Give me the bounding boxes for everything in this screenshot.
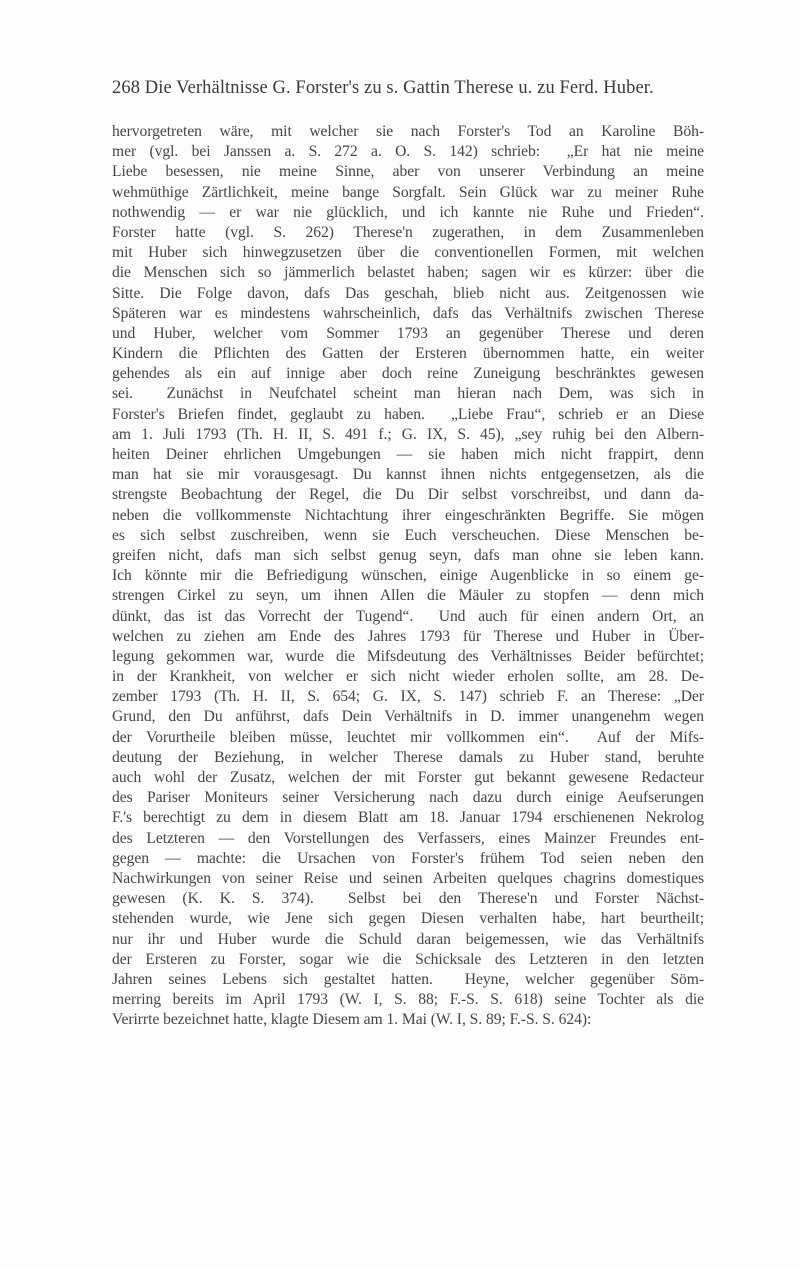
text-line: neben die vollkommenste Nichtachtung ihrer eingeschränkten Begriffe. Sie mögen [112,506,704,524]
text-line: am 1. Juli 1793 (Th. H. II, S. 491 f.; G. IX, S. 45), „sey ruhig bei den Albern- [112,425,704,443]
text-line: hervorgetreten wäre, mit welcher sie nach Forster's Tod an Karoline Böh- [112,123,704,140]
text-line: mit Huber sich hinwegzusetzen über die conventionellen Formen, mit welchen [112,244,704,262]
text-line: Forster hatte (vgl. S. 262) Therese'n zugerathen, in dem Zusammenleben [112,223,704,241]
text-line: gewesen (K. K. S. 374). Selbst bei den Therese'n und Forster Nächst- [112,890,704,908]
text-line: sei. Zunächst in Neufchatel scheint man hieran nach Dem, was sich in [112,385,704,403]
text-line: heiten Deiner ehrlichen Umgebungen — sie haben mich nicht frappirt, denn [112,446,704,463]
text-line: des Pariser Moniteurs seiner Versicherung nach dazu durch einige Aeufserungen [112,789,704,807]
text-line: Kindern die Pflichten des Gatten der Ersteren übernommen hatte, ein weiter [112,345,704,363]
body-text [112,122,704,1030]
text-line: gegen — machte: die Ursachen von Forster's frühem Tod seien neben den [112,849,704,867]
text-line: Ich könnte mir die Befriedigung wünschen, einige Augenblicke in so einem ge- [112,567,704,585]
text-line: und Huber, welcher vom Sommer 1793 an gegenüber Therese und deren [112,324,704,342]
text-line: man hat sie mir vorausgesagt. Du kannst ihnen nichts entgegensetzen, als die [112,466,704,484]
text-line: Forster's Briefen findet, geglaubt zu haben. „Liebe Frau“, schrieb er an Diese [112,405,704,423]
text-line: Grund, den Du anführst, dafs Dein Verhältnifs in D. immer unangenehm wegen [112,708,704,726]
text-line: gehendes als ein auf innige aber doch reine Zuneigung beschränktes gewesen [112,365,704,383]
text-line: strengste Beobachtung der Regel, die Du Dir selbst vorschreibst, und dann da- [112,486,704,504]
text-line: des Letzteren — den Vorstellungen des Verfassers, eines Mainzer Freundes ent- [112,829,704,847]
text-line: der Vorurtheile bleiben müsse, leuchtet mir vollkommen ein“. Auf der Mifs- [112,728,704,746]
text-line: nothwendig — er war nie glücklich, und ich kannte nie Ruhe und Frieden“. [112,203,704,221]
text-line: der Ersteren zu Forster, sogar wie die Schicksale des Letzteren in den letzten [112,950,704,968]
text-line: auch wohl der Zusatz, welchen der mit Forster gut bekannt gewesene Redacteur [112,769,704,786]
text-line: Nachwirkungen von seiner Reise und seinen Arbeiten quelques chagrins domestiques [112,869,704,887]
text-line: deutung der Beziehung, in welcher Therese damals zu Huber stand, beruhte [112,748,704,766]
text-line: dünkt, das ist das Vorrecht der Tugend“. Und auch für einen andern Ort, an [112,607,704,625]
text-line: wehmüthige Zärtlichkeit, meine bange Sorgfalt. Sein Glück war zu meiner Ruhe [112,183,704,201]
text-line: in der Krankheit, von welcher er sich nicht wieder erholen sollte, am 28. De- [112,668,704,686]
text-line: stehenden wurde, wie Jene sich gegen Diesen verhalten habe, hart beurtheilt; [112,910,704,928]
text-line: merring bereits im April 1793 (W. I, S. 88; F.-S. S. 618) seine Tochter als die [112,991,704,1009]
text-line: zember 1793 (Th. H. II, S. 654; G. IX, S. 147) schrieb F. an Therese: „Der [112,688,704,706]
text-line: welchen zu ziehen am Ende des Jahres 1793 für Therese und Huber in Über- [112,627,704,645]
text-line: Späteren war es mindestens wahrscheinlich, dafs das Verhältnifs zwischen Therese [112,304,704,322]
text-line: Liebe besessen, nie meine Sinne, aber von unserer Verbindung an meine [112,163,704,181]
text-line: die Menschen sich so jämmerlich belastet haben; sagen wir es kürzer: über die [112,264,704,282]
text-line: strengen Cirkel zu seyn, um ihnen Allen die Mäuler zu stopfen — denn mich [112,587,704,605]
text-line: legung gekommen war, wurde die Mifsdeutung des Verhältnisses Beider befürchtet; [112,647,704,665]
text-line: Jahren seines Lebens sich gestaltet hatten. Heyne, welcher gegenüber Söm- [112,970,704,988]
text-line: mer (vgl. bei Janssen a. S. 272 a. O. S. 142) schrieb: „Er hat nie meine [112,143,704,161]
text-line: F.'s berechtigt zu dem in diesem Blatt am 18. Januar 1794 erschienenen Nekrolog [112,809,704,827]
text-line: Sitte. Die Folge davon, dafs Das geschah, blieb nicht aus. Zeitgenossen wie [112,284,704,302]
text-line: es sich selbst zuschreiben, wenn sie Euch verscheuchen. Diese Menschen be- [112,526,704,544]
running-header: 268 Die Verhältnisse G. Forster's zu s. Gattin Therese u. zu Ferd. Huber. [112,78,654,98]
text-line: greifen nicht, dafs man sich selbst genug seyn, dafs man ohne sie leben kann. [112,546,704,564]
text-line: Verirrte bezeichnet hatte, klagte Diesem am 1. Mai (W. I, S. 89; F.-S. S. 624): [112,1011,592,1029]
text-line: nur ihr und Huber wurde die Schuld daran beigemessen, wie das Verhältnifs [112,930,704,948]
